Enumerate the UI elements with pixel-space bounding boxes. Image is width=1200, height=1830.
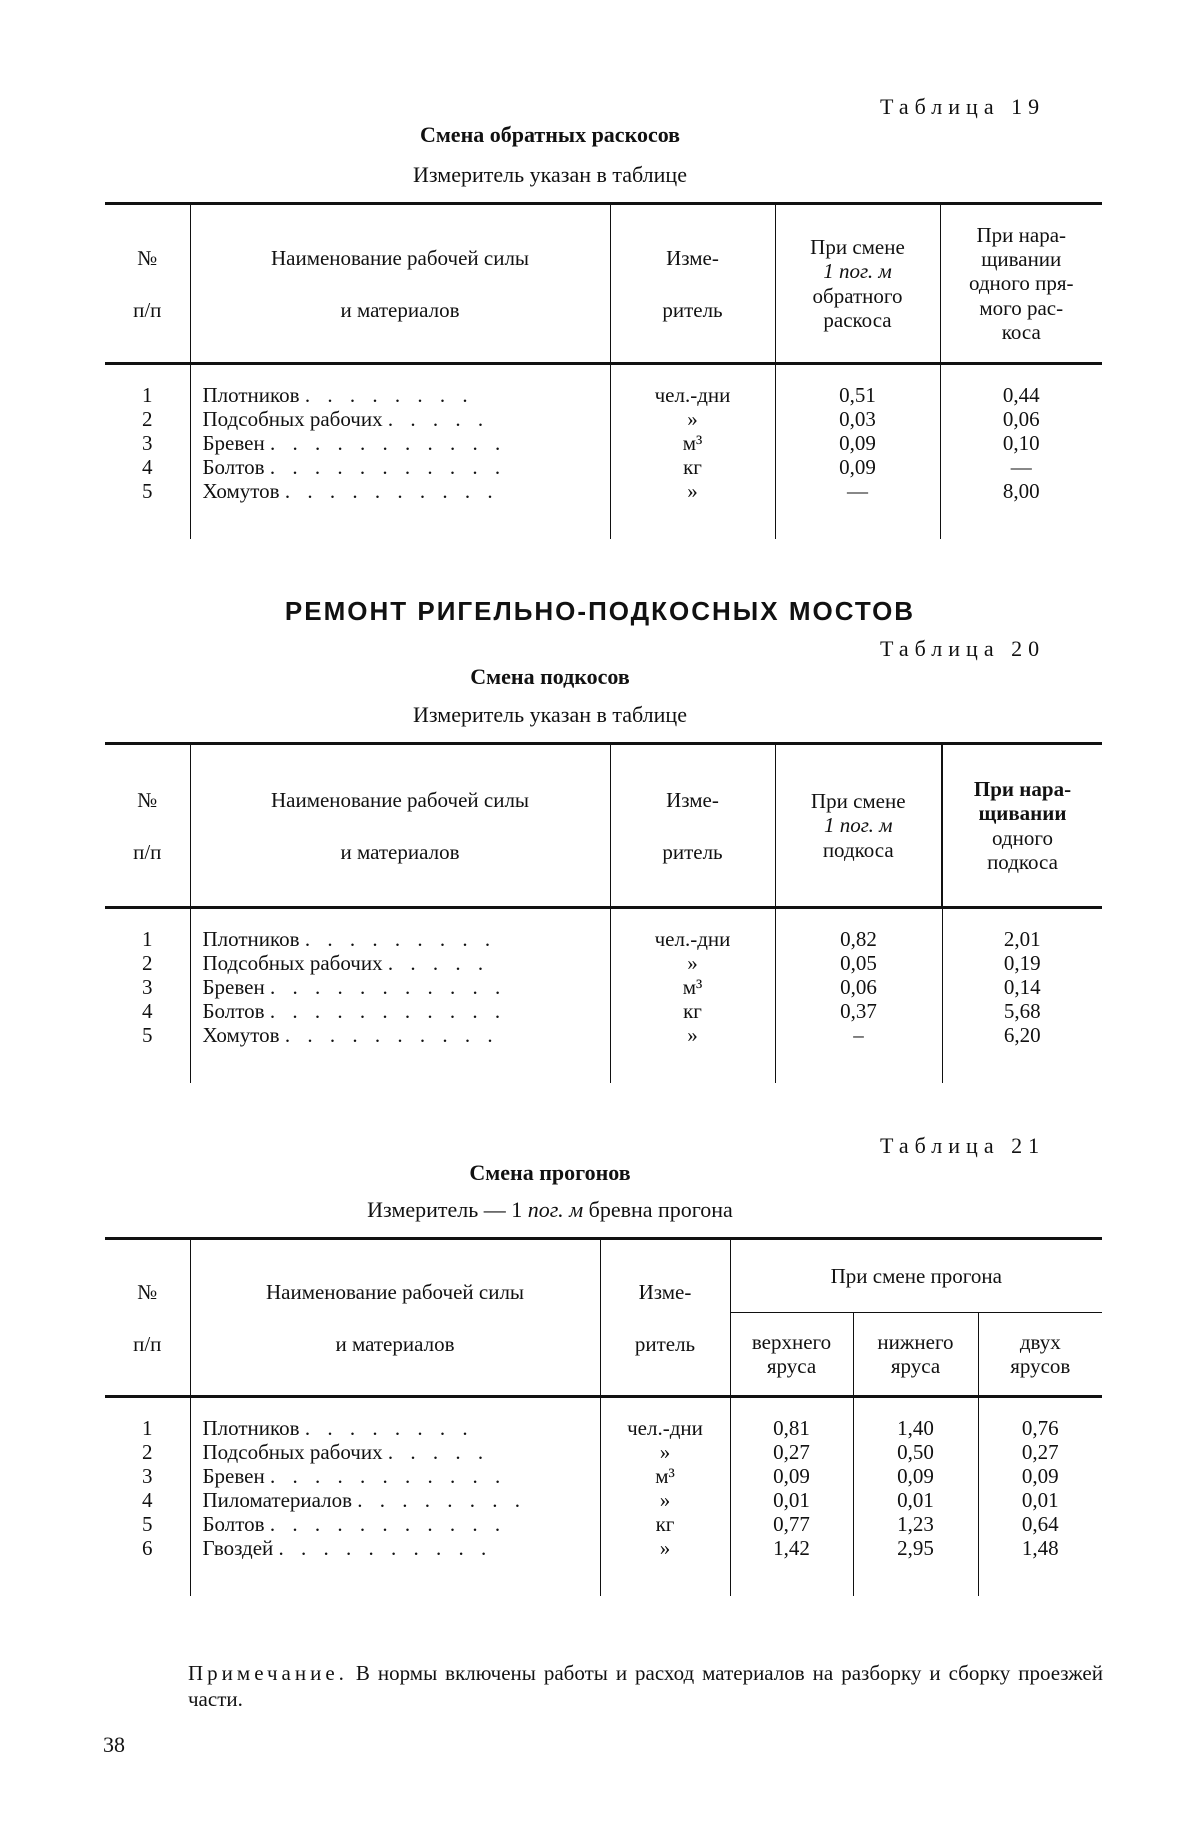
header-group: При смене прогона (730, 1239, 1102, 1313)
row-value: 0,06 (940, 407, 1102, 431)
table-row (105, 1488, 1102, 1512)
row-value: 0,05 (775, 951, 942, 975)
table21-title: Смена прогонов (469, 1160, 631, 1185)
note-label: Примечание. (188, 1661, 348, 1685)
header-col3: двух ярусов (978, 1313, 1102, 1397)
row-unit: кг (610, 999, 775, 1023)
row-unit: кг (610, 455, 775, 479)
row-value: 0,09 (853, 1464, 978, 1488)
row-unit: м³ (610, 431, 775, 455)
header-col1: верхнего яруса (730, 1313, 853, 1397)
row-name: Болтов . . . . . . . . . . . (190, 1512, 600, 1536)
row-value: 0,82 (775, 908, 942, 952)
section-title: РЕМОНТ РИГЕЛЬНО-ПОДКОСНЫХ МОСТОВ (284, 596, 916, 626)
row-number: 3 (142, 431, 153, 455)
row-value: 0,50 (853, 1440, 978, 1464)
row-number: 4 (142, 455, 153, 479)
row-unit: » (610, 479, 775, 503)
row-value: 1,23 (853, 1512, 978, 1536)
row-value: 1,40 (853, 1397, 978, 1441)
table-row (105, 1512, 1102, 1536)
row-unit: » (610, 407, 775, 431)
table20-label: Таблица 20 (880, 636, 1046, 661)
row-value: 0,01 (730, 1488, 853, 1512)
row-unit: » (600, 1440, 730, 1464)
table-row (105, 908, 1102, 952)
row-unit: » (610, 1023, 775, 1047)
row-number: 1 (142, 1416, 153, 1440)
row-number: 6 (142, 1536, 153, 1560)
row-value: 0,19 (942, 951, 1102, 975)
row-value: — (775, 479, 940, 503)
row-value: 1,42 (730, 1536, 853, 1560)
row-unit: чел.-дни (610, 908, 775, 952)
row-name: Плотников . . . . . . . . . (190, 908, 610, 952)
row-value: 0,77 (730, 1512, 853, 1536)
row-number: 2 (142, 407, 153, 431)
header-unit: Изме- ритель (610, 744, 775, 908)
header-col2: нижнего яруса (853, 1313, 978, 1397)
row-name: Болтов . . . . . . . . . . . (190, 999, 610, 1023)
row-value: 0,09 (775, 455, 940, 479)
row-unit: м³ (600, 1464, 730, 1488)
header-unit: Изме- ритель (610, 204, 775, 364)
row-number: 5 (142, 1023, 153, 1047)
row-value: 2,95 (853, 1536, 978, 1560)
row-unit: чел.-дни (600, 1397, 730, 1441)
row-name: Бревен . . . . . . . . . . . (190, 1464, 600, 1488)
table-row (105, 1023, 1102, 1047)
row-value: 0,09 (730, 1464, 853, 1488)
table-row (105, 951, 1102, 975)
row-name: Бревен . . . . . . . . . . . (190, 975, 610, 999)
row-value: 0,03 (775, 407, 940, 431)
table-row (105, 479, 1102, 503)
table19-label: Таблица 19 (880, 94, 1046, 119)
row-value: 1,48 (978, 1536, 1102, 1560)
row-name: Хомутов . . . . . . . . . . (190, 1023, 610, 1047)
row-unit: кг (600, 1512, 730, 1536)
table-row (105, 1464, 1102, 1488)
row-value: – (775, 1023, 942, 1047)
table20-measure-note: Измеритель указан в таблице (413, 702, 687, 727)
row-name: Плотников . . . . . . . . (190, 1397, 600, 1441)
header-name: Наименование рабочей силы и материалов (190, 1239, 600, 1397)
row-value: 0,14 (942, 975, 1102, 999)
table21 (105, 1237, 1102, 1596)
table-note (188, 1660, 1103, 1712)
row-value: 8,00 (940, 479, 1102, 503)
row-value: 0,01 (978, 1488, 1102, 1512)
header-name: Наименование рабочей силы и материалов (190, 204, 610, 364)
row-value: 0,27 (730, 1440, 853, 1464)
table-row (105, 1440, 1102, 1464)
table-row-spacer (105, 1560, 1102, 1596)
table-row (105, 431, 1102, 455)
row-number: 3 (142, 975, 153, 999)
row-value: 0,10 (940, 431, 1102, 455)
row-value: 0,81 (730, 1397, 853, 1441)
row-value: 0,44 (940, 364, 1102, 408)
row-value: — (940, 455, 1102, 479)
page-number: 38 (103, 1732, 125, 1757)
table19 (105, 202, 1102, 539)
header-col2: При нара- щивании одного подкоса (942, 744, 1102, 908)
table-row (105, 1536, 1102, 1560)
row-number: 4 (142, 999, 153, 1023)
table-row (105, 455, 1102, 479)
table-row-spacer (105, 503, 1102, 539)
row-value: 6,20 (942, 1023, 1102, 1047)
header-unit: Изме- ритель (600, 1239, 730, 1397)
table-row-spacer (105, 1047, 1102, 1083)
row-unit: чел.-дни (610, 364, 775, 408)
header-col1: При смене 1 пог. м обратного раскоса (775, 204, 940, 364)
row-name: Подсобных рабочих . . . . . (190, 407, 610, 431)
row-name: Плотников . . . . . . . . (190, 364, 610, 408)
table-row (105, 999, 1102, 1023)
row-value: 0,01 (853, 1488, 978, 1512)
row-value: 0,09 (978, 1464, 1102, 1488)
row-number: 1 (142, 927, 153, 951)
row-value: 0,09 (775, 431, 940, 455)
row-value: 0,06 (775, 975, 942, 999)
table-row (105, 975, 1102, 999)
row-unit: » (600, 1536, 730, 1560)
header-name: Наименование рабочей силы и материалов (190, 744, 610, 908)
header-num: № п/п (105, 744, 190, 908)
table-row (105, 364, 1102, 408)
row-unit: » (600, 1488, 730, 1512)
table21-label: Таблица 21 (880, 1133, 1046, 1158)
row-number: 2 (142, 1440, 153, 1464)
table-row (105, 407, 1102, 431)
row-number: 4 (142, 1488, 153, 1512)
row-number: 2 (142, 951, 153, 975)
header-col2: При нара- щивании одного пря- мого рас- коса (940, 204, 1102, 364)
row-value: 0,76 (978, 1397, 1102, 1441)
row-number: 3 (142, 1464, 153, 1488)
row-name: Гвоздей . . . . . . . . . . (190, 1536, 600, 1560)
table21-measure-note: Измеритель — 1 пог. м бревна прогона (367, 1197, 733, 1222)
row-number: 1 (142, 383, 153, 407)
row-name: Болтов . . . . . . . . . . . (190, 455, 610, 479)
row-number: 5 (142, 479, 153, 503)
row-name: Хомутов . . . . . . . . . . (190, 479, 610, 503)
note-text: В нормы включены работы и расход материалов на разборку и сборку проезжей части. (188, 1661, 1103, 1711)
table20-title: Смена подкосов (470, 664, 630, 689)
row-value: 2,01 (942, 908, 1102, 952)
row-name: Подсобных рабочих . . . . . (190, 951, 610, 975)
row-value: 5,68 (942, 999, 1102, 1023)
row-number: 5 (142, 1512, 153, 1536)
row-value: 0,27 (978, 1440, 1102, 1464)
row-name: Подсобных рабочих . . . . . (190, 1440, 600, 1464)
header-num: № п/п (105, 1239, 190, 1397)
table19-measure-note: Измеритель указан в таблице (413, 162, 687, 187)
row-unit: м³ (610, 975, 775, 999)
row-name: Пиломатериалов . . . . . . . . (190, 1488, 600, 1512)
table19-title: Смена обратных раскосов (419, 122, 681, 147)
row-value: 0,37 (775, 999, 942, 1023)
row-value: 0,51 (775, 364, 940, 408)
row-value: 0,64 (978, 1512, 1102, 1536)
table-row (105, 1397, 1102, 1441)
table20 (105, 742, 1102, 1083)
row-unit: » (610, 951, 775, 975)
header-num: № п/п (105, 204, 190, 364)
header-col1: При смене 1 пог. м подкоса (775, 744, 942, 908)
row-name: Бревен . . . . . . . . . . . (190, 431, 610, 455)
